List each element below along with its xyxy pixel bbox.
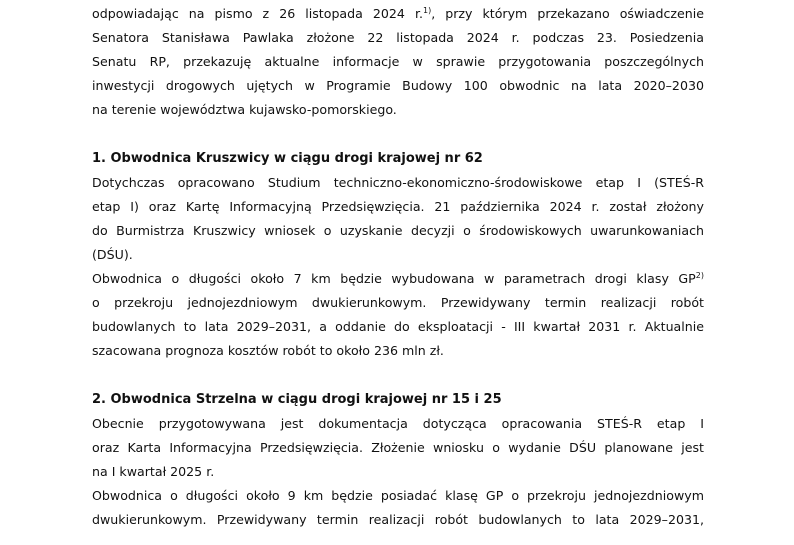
text-line: [92, 26, 704, 50]
line-text: Senatora Stanisława Pawlaka złożone 22 listopada 2024 r. podczas 23. Posiedzenia: [92, 30, 704, 45]
line-text: oraz Karta Informacyjna Przedsięwzięcia. Złożenie wniosku o wydanie DŚU planowane jest: [92, 440, 704, 455]
text-line: [92, 339, 704, 363]
text-line: [92, 291, 704, 315]
section-gap: [92, 363, 704, 388]
line-text: do Burmistrza Kruszwicy wniosek o uzyskanie decyzji o środowiskowych uwarunkowaniach: [92, 223, 704, 238]
text-line: [92, 2, 704, 26]
line-text: Dotychczas opracowano Studium techniczno-ekonomiczno-środowiskowe etap I (STEŚ-R: [92, 175, 704, 190]
text-line: [92, 315, 704, 339]
paragraph: [92, 171, 704, 267]
line-text: Obwodnica o długości około 9 km będzie posiadać klasę GP o przekroju jednojezdniowym: [92, 488, 704, 503]
document-page: [92, 2, 704, 532]
text-line: [92, 412, 704, 436]
line-text: o przekroju jednojezdniowym dwukierunkowym. Przewidywany termin realizacji robót: [92, 295, 704, 310]
footnote-reference: 1): [422, 6, 432, 15]
text-line: [92, 195, 704, 219]
text-line: [92, 508, 704, 532]
line-text: odpowiadając na pismo z 26 listopada 2024 r.: [92, 6, 423, 21]
footnote-reference: 2): [695, 271, 704, 280]
line-text: , przy którym przekazano oświadczenie: [431, 6, 704, 21]
text-line: [92, 243, 704, 267]
line-text: Obwodnica o długości około 7 km będzie wybudowana w parametrach drogi klasy GP: [92, 271, 696, 286]
line-text: etap I) oraz Kartę Informacyjną Przedsięwzięcia. 21 października 2024 r. został złożony: [92, 199, 704, 214]
text-line: [92, 74, 704, 98]
text-line: [92, 484, 704, 508]
section-heading: 2. Obwodnica Strzelna w ciągu drogi krajowej nr 15 i 25: [92, 392, 502, 407]
line-text: budowlanych to lata 2029–2031, a oddanie do eksploatacji - III kwartał 2031 r. Aktualnie: [92, 319, 704, 334]
line-text: dwukierunkowym. Przewidywany termin realizacji robót budowlanych to lata 2029–2031,: [92, 512, 704, 527]
line-text: (DŚU).: [92, 247, 133, 262]
line-text: na I kwartał 2025 r.: [92, 464, 215, 479]
paragraph: [92, 2, 704, 122]
section-heading: 1. Obwodnica Kruszwicy w ciągu drogi krajowej nr 62: [92, 151, 483, 166]
line-text: Obecnie przygotowywana jest dokumentacja dotycząca opracowania STEŚ-R etap I: [92, 416, 704, 431]
text-line: [92, 50, 704, 74]
line-text: na terenie województwa kujawsko-pomorskiego.: [92, 102, 397, 117]
text-line: [92, 460, 704, 484]
text-line: [92, 98, 704, 122]
paragraph: [92, 267, 704, 363]
line-text: szacowana prognoza kosztów robót to około 236 mln zł.: [92, 343, 444, 358]
text-line: [92, 436, 704, 460]
text-line: [92, 171, 704, 195]
line-text: inwestycji drogowych ujętych w Programie Budowy 100 obwodnic na lata 2020–2030: [92, 78, 704, 93]
section-gap: [92, 122, 704, 147]
paragraph: [92, 412, 704, 484]
line-text: Senatu RP, przekazuję aktualne informacje w sprawie przygotowania poszczególnych: [92, 54, 704, 69]
text-line: [92, 219, 704, 243]
paragraph: [92, 484, 704, 532]
text-line: [92, 267, 704, 291]
